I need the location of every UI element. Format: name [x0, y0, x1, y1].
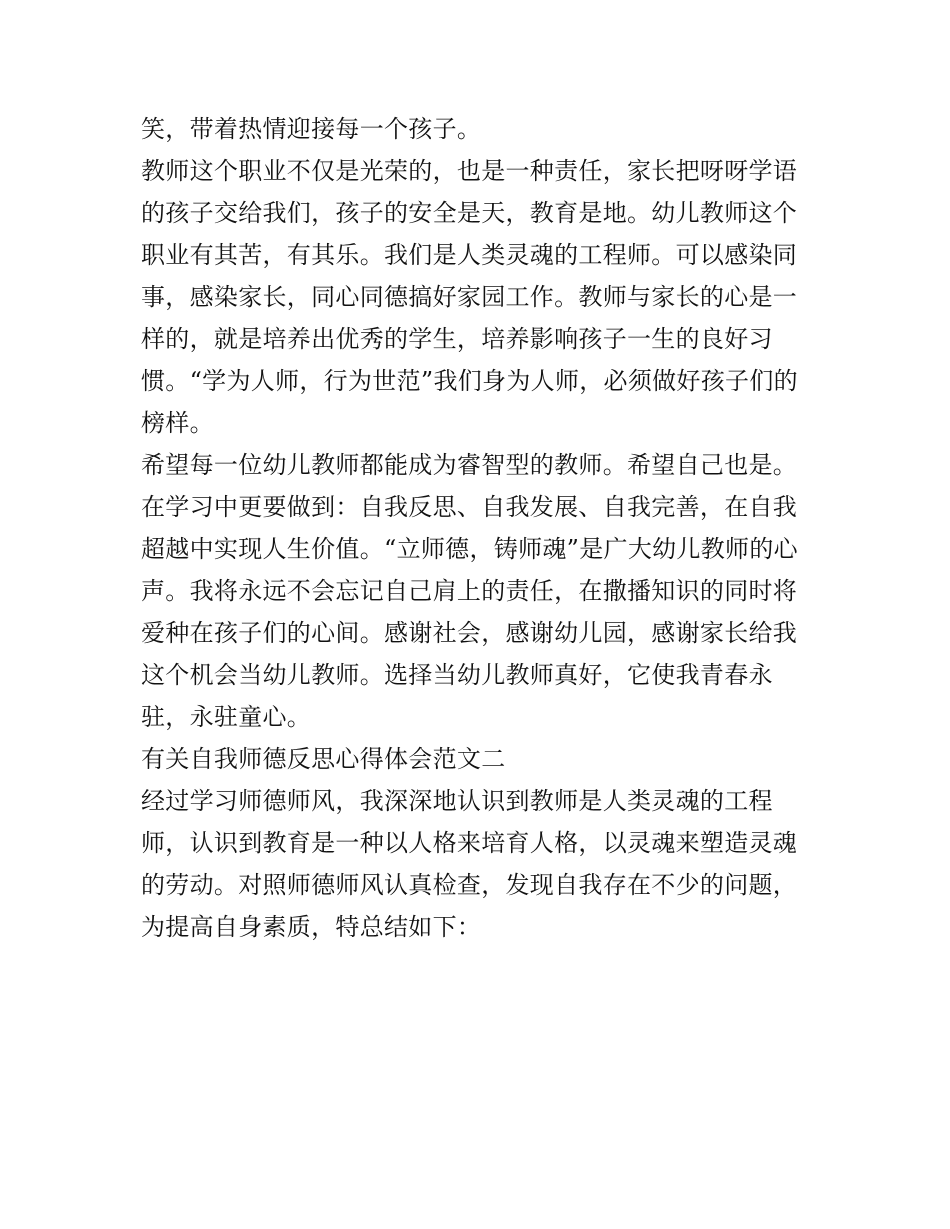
text-line: 爱种在孩子们的心间。感谢社会，感谢幼儿园，感谢家长给我	[141, 619, 798, 647]
text-line: 笑，带着热情迎接每一个孩子。	[141, 115, 482, 143]
text-line: 惯。“学为人师，行为世范”我们身为人师，必须做好孩子们的	[141, 367, 798, 395]
text-line: 声。我将永远不会忘记自己肩上的责任，在撒播知识的同时将	[141, 577, 798, 605]
text-line: 事，感染家长，同心同德搞好家园工作。教师与家长的心是一	[141, 283, 798, 311]
body-text	[141, 108, 821, 948]
text-line: 师，认识到教育是一种以人格来培育人格，以灵魂来塑造灵魂	[141, 829, 798, 857]
text-line: 为提高自身素质，特总结如下：	[141, 913, 482, 941]
section-heading: 有关自我师德反思心得体会范文二	[141, 745, 506, 773]
text-line: 经过学习师德师风，我深深地认识到教师是人类灵魂的工程	[141, 787, 773, 815]
text-line: 榜样。	[141, 409, 214, 437]
text-line: 超越中实现人生价值。“立师德，铸师魂”是广大幼儿教师的心	[141, 535, 798, 563]
text-line: 这个机会当幼儿教师。选择当幼儿教师真好，它使我青春永	[141, 661, 773, 689]
text-line: 在学习中更要做到：自我反思、自我发展、自我完善，在自我	[141, 493, 798, 521]
text-line: 样的，就是培养出优秀的学生，培养影响孩子一生的良好习	[141, 325, 773, 353]
text-line: 的劳动。对照师德师风认真检查，发现自我存在不少的问题，	[141, 871, 798, 899]
text-line: 职业有其苦，有其乐。我们是人类灵魂的工程师。可以感染同	[141, 241, 798, 269]
text-line: 教师这个职业不仅是光荣的，也是一种责任，家长把呀呀学语	[141, 157, 798, 185]
text-line: 的孩子交给我们，孩子的安全是天，教育是地。幼儿教师这个	[141, 199, 798, 227]
text-line: 希望每一位幼儿教师都能成为睿智型的教师。希望自己也是。	[141, 451, 798, 479]
text-line: 驻，永驻童心。	[141, 703, 312, 731]
